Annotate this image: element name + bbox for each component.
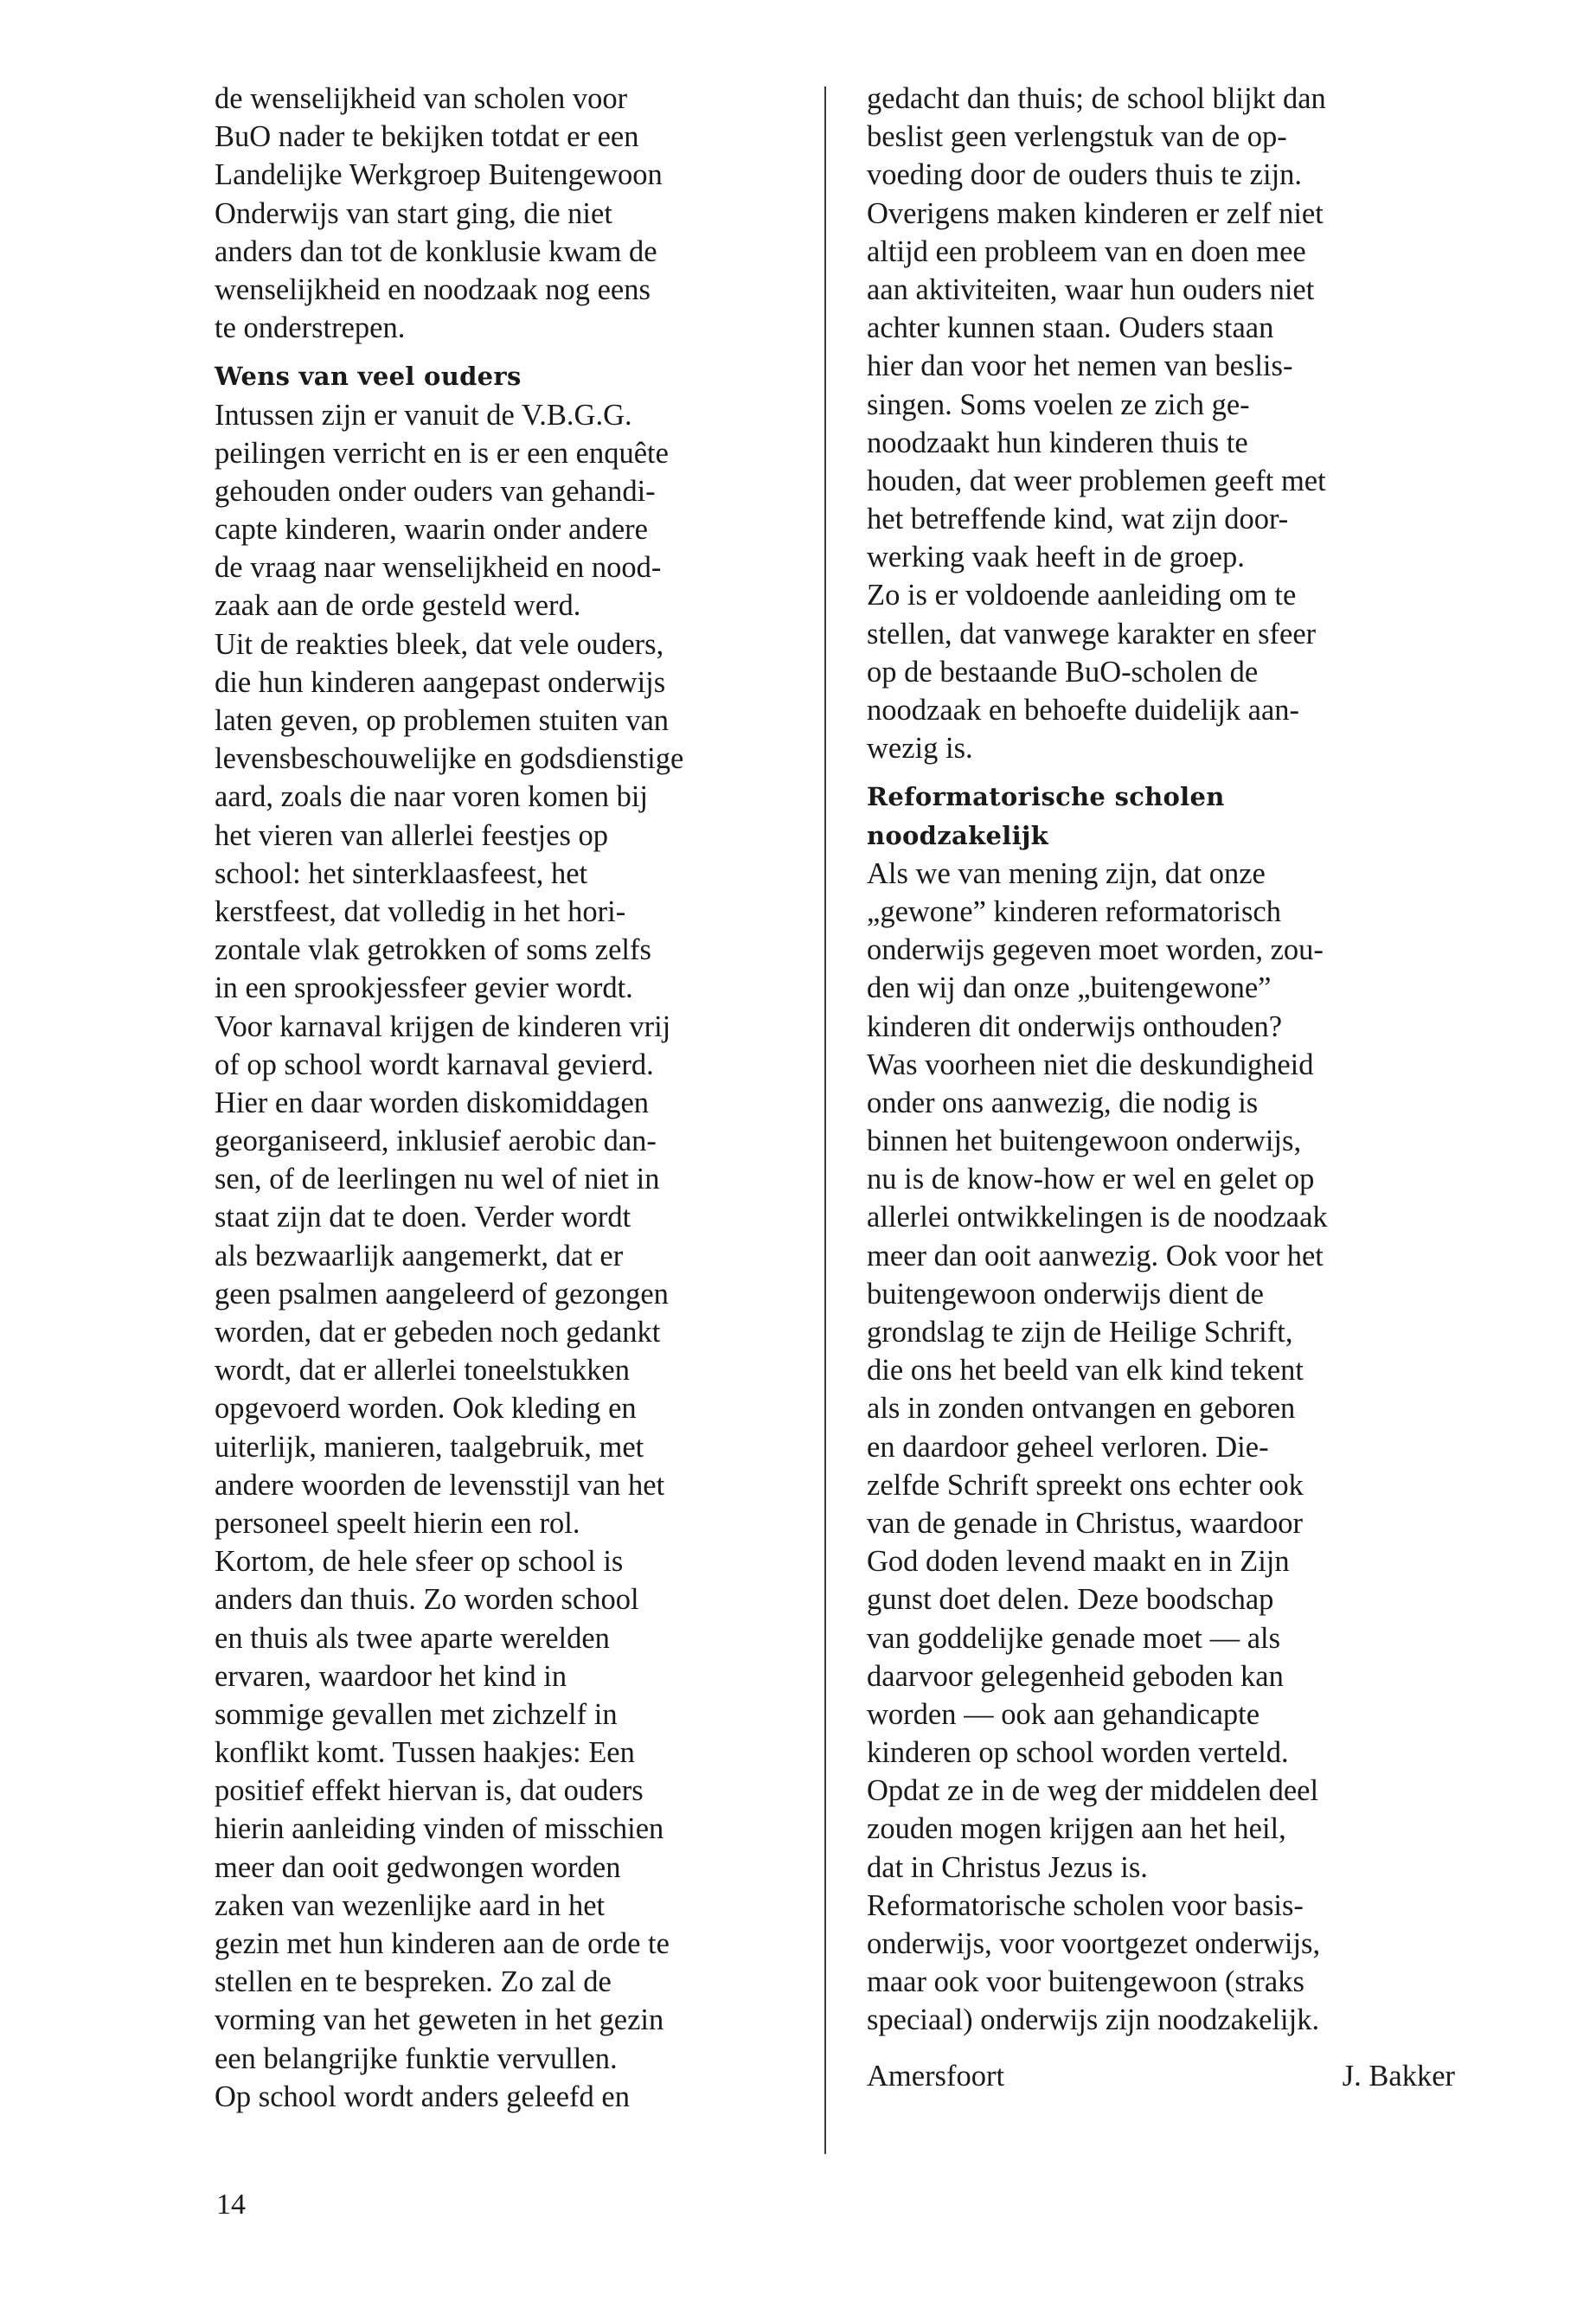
text-line: en thuis als twee aparte werelden — [215, 1621, 610, 1655]
signature-line — [867, 2057, 1455, 2095]
text-line: uiterlijk, manieren, taalgebruik, met — [215, 1430, 644, 1464]
text-line: Zo is er voldoende aanleiding om te — [867, 579, 1297, 612]
text-line: kinderen op school worden verteld. — [867, 1736, 1289, 1770]
text-line: personeel speelt hierin een rol. — [215, 1506, 580, 1540]
text-line: wenselijkheid en noodzaak nog eens — [215, 272, 651, 306]
signature-author: J. Bakker — [1342, 2059, 1455, 2093]
text-line: aan aktiviteiten, waar hun ouders niet — [867, 272, 1315, 306]
text-line: binnen het buitengewoon onderwijs, — [867, 1125, 1302, 1158]
text-line: capte kinderen, waarin onder andere — [215, 513, 648, 547]
text-line: voeding door de ouders thuis te zijn. — [867, 158, 1303, 192]
text-line: grondslag te zijn de Heilige Schrift, — [867, 1316, 1293, 1349]
text-line: konflikt komt. Tussen haakjes: Een — [215, 1736, 635, 1770]
page-number: 14 — [216, 2189, 246, 2221]
text-line: sen, of de leerlingen nu wel of niet in — [215, 1163, 660, 1196]
text-line: worden, dat er gebeden noch gedankt — [215, 1316, 661, 1349]
left-column — [215, 80, 822, 2116]
text-line: georganiseerd, inklusief aerobic dan- — [215, 1125, 657, 1158]
text-line: kerstfeest, dat volledig in het hori- — [215, 894, 626, 928]
text-line: een belangrijke funktie vervullen. — [215, 2041, 618, 2075]
text-line: meer dan ooit aanwezig. Ook voor het — [867, 1239, 1324, 1272]
text-line: anders dan tot de konklusie kwam de — [215, 234, 657, 268]
text-line: van de genade in Christus, waardoor — [867, 1506, 1303, 1540]
section-heading-wens-van-veel-ouders: Wens van veel ouders — [215, 362, 522, 392]
text-line: als bezwaarlijk aangemerkt, dat er — [215, 1239, 624, 1272]
text-line: andere woorden de levensstijl van het — [215, 1468, 665, 1502]
text-line: gedacht dan thuis; de school blijkt dan — [867, 82, 1326, 115]
text-line: stellen, dat vanwege karakter en sfeer — [867, 617, 1317, 651]
text-line: worden — ook aan gehandicapte — [867, 1697, 1260, 1731]
text-line: de vraag naar wenselijkheid en nood- — [215, 551, 662, 585]
text-line: Op school wordt anders geleefd en — [215, 2080, 630, 2113]
text-line: gehouden onder ouders van gehandi- — [215, 474, 656, 508]
text-line: peilingen verricht en is er een enquête — [215, 436, 669, 470]
text-line: noodzaakt hun kinderen thuis te — [867, 426, 1248, 459]
text-line: Uit de reakties bleek, dat vele ouders, — [215, 627, 664, 661]
intro-paragraph — [215, 80, 822, 347]
text-line: speciaal) onderwijs zijn noodzakelijk. — [867, 2003, 1320, 2037]
right-column — [867, 80, 1455, 2095]
text-line: aard, zoals die naar voren komen bij — [215, 780, 649, 814]
text-line: gezin met hun kinderen aan de orde te — [215, 1927, 670, 1960]
text-line: te onderstrepen. — [215, 311, 406, 345]
text-line: Reformatorische scholen voor basis- — [867, 1888, 1304, 1922]
text-line: allerlei ontwikkelingen is de noodzaak — [867, 1201, 1328, 1234]
text-line: BuO nader te bekijken totdat er een — [215, 120, 639, 154]
text-line: buitengewoon onderwijs dient de — [867, 1277, 1264, 1311]
text-line: „gewone” kinderen reformatorisch — [867, 894, 1281, 928]
text-line: van goddelijke genade moet — als — [867, 1621, 1281, 1655]
text-line: houden, dat weer problemen geeft met — [867, 464, 1326, 497]
text-line: Hier en daar worden diskomiddagen — [215, 1086, 650, 1119]
text-line: Intussen zijn er vanuit de V.B.G.G. — [215, 398, 632, 432]
text-line: anders dan thuis. Zo worden school — [215, 1583, 639, 1617]
text-line: beslist geen verlengstuk van de op- — [867, 120, 1287, 154]
text-line: onderwijs, voor voortgezet onderwijs, — [867, 1927, 1321, 1960]
text-line: zaken van wezenlijke aard in het — [215, 1888, 606, 1922]
text-line: Opdat ze in de weg der middelen deel — [867, 1774, 1319, 1808]
text-line: sommige gevallen met zichzelf in — [215, 1697, 618, 1731]
section-heading-reformatorische-scholen — [867, 778, 1455, 854]
text-line: zaak aan de orde gesteld werd. — [215, 589, 581, 623]
text-line: op de bestaande BuO-scholen de — [867, 655, 1259, 689]
text-line: staat zijn dat te doen. Verder wordt — [215, 1201, 631, 1234]
text-line: Voor karnaval krijgen de kinderen vrij — [215, 1009, 671, 1043]
text-line: zelfde Schrift spreekt ons echter ook — [867, 1468, 1304, 1502]
text-line: wezig is. — [867, 732, 973, 766]
text-line: noodzaak en behoefte duidelijk aan- — [867, 694, 1300, 727]
text-line: Landelijke Werkgroep Buitengewoon — [215, 158, 663, 192]
text-line: gunst doet delen. Deze boodschap — [867, 1583, 1274, 1617]
heading-line: Reformatorische scholen — [867, 782, 1225, 812]
text-line: en daardoor geheel verloren. Die- — [867, 1430, 1269, 1464]
text-line: hier dan voor het nemen van beslis- — [867, 349, 1293, 383]
text-line: maar ook voor buitengewoon (straks — [867, 1965, 1304, 1999]
text-line: kinderen dit onderwijs onthouden? — [867, 1009, 1283, 1043]
text-line: Als we van mening zijn, dat onze — [867, 856, 1266, 890]
continued-paragraph — [867, 80, 1455, 767]
text-line: stellen en te bespreken. Zo zal de — [215, 1965, 612, 1999]
text-line: die ons het beeld van elk kind tekent — [867, 1354, 1304, 1388]
text-line: dat in Christus Jezus is. — [867, 1850, 1148, 1884]
text-line: die hun kinderen aangepast onderwijs — [215, 665, 666, 699]
text-line: Overigens maken kinderen er zelf niet — [867, 196, 1324, 230]
text-line: daarvoor gelegenheid geboden kan — [867, 1659, 1284, 1693]
text-line: onder ons aanwezig, die nodig is — [867, 1086, 1259, 1119]
text-line: laten geven, op problemen stuiten van — [215, 704, 670, 737]
text-line: Onderwijs van start ging, die niet — [215, 196, 612, 230]
text-line: in een sprookjessfeer gevier wordt. — [215, 971, 633, 1005]
text-line: levensbeschouwelijke en godsdienstige — [215, 742, 684, 776]
text-line: nu is de know-how er wel en gelet op — [867, 1163, 1315, 1196]
text-line: singen. Soms voelen ze zich ge- — [867, 388, 1250, 421]
signature-place: Amersfoort — [867, 2059, 1005, 2093]
text-line: vorming van het geweten in het gezin — [215, 2003, 664, 2037]
text-line: God doden levend maakt en in Zijn — [867, 1545, 1290, 1579]
text-line: wordt, dat er allerlei toneelstukken — [215, 1354, 630, 1388]
text-line: werking vaak heeft in de groep. — [867, 541, 1245, 574]
argument-paragraph — [867, 855, 1455, 2040]
heading-line: noodzakelijk — [867, 820, 1049, 850]
text-line: opgevoerd worden. Ook kleding en — [215, 1392, 637, 1426]
text-line: school: het sinterklaasfeest, het — [215, 856, 588, 890]
text-line: geen psalmen aangeleerd of gezongen — [215, 1277, 669, 1311]
text-line: de wenselijkheid van scholen voor — [215, 82, 628, 115]
text-line: zontale vlak getrokken of soms zelfs — [215, 933, 651, 967]
text-line: Kortom, de hele sfeer op school is — [215, 1545, 624, 1579]
text-line: hierin aanleiding vinden of misschien — [215, 1812, 664, 1846]
text-line: of op school wordt karnaval gevierd. — [215, 1048, 654, 1081]
text-line: zouden mogen krijgen aan het heil, — [867, 1812, 1286, 1846]
text-line: onderwijs gegeven moet worden, zou- — [867, 933, 1324, 967]
text-line: ervaren, waardoor het kind in — [215, 1659, 567, 1693]
text-line: het vieren van allerlei feestjes op — [215, 818, 609, 852]
text-line: het betreffende kind, wat zijn door- — [867, 503, 1289, 536]
column-divider — [824, 87, 826, 2154]
body-paragraphs — [215, 396, 822, 2116]
text-line: meer dan ooit gedwongen worden — [215, 1850, 621, 1884]
text-line: positief effekt hiervan is, dat ouders — [215, 1774, 644, 1808]
text-line: achter kunnen staan. Ouders staan — [867, 311, 1274, 345]
text-line: den wij dan onze „buitengewone” — [867, 971, 1272, 1005]
text-line: altijd een probleem van en doen mee — [867, 234, 1306, 268]
text-line: als in zonden ontvangen en geboren — [867, 1392, 1296, 1426]
text-line: Was voorheen niet die deskundigheid — [867, 1048, 1314, 1081]
